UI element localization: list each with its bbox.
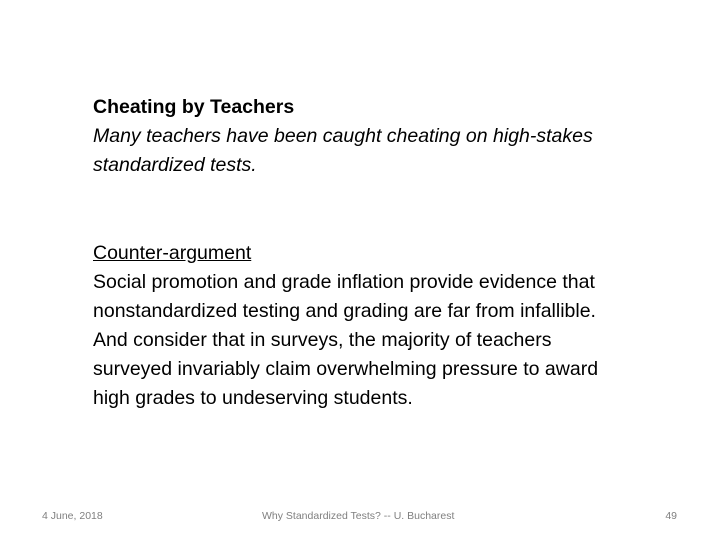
counter-argument-heading: Counter-argument xyxy=(93,242,252,264)
claim-heading: Cheating by Teachers xyxy=(93,96,295,118)
claim-block xyxy=(93,93,633,180)
claim-text: Many teachers have been caught cheating on high-stakes standardized tests. xyxy=(93,125,593,176)
footer-title: Why Standardized Tests? -- U. Bucharest xyxy=(262,510,455,522)
counter-argument-block xyxy=(93,239,633,413)
counter-argument-text: Social promotion and grade inflation provide evidence that nonstandardized testing and grading are far from infallible. And consider that in surveys, the majority of teachers surveyed invariably claim overwhelming pressure to award high grades to undeserving students. xyxy=(93,271,599,409)
footer-date: 4 June, 2018 xyxy=(42,510,103,522)
footer-page-number: 49 xyxy=(665,510,677,522)
